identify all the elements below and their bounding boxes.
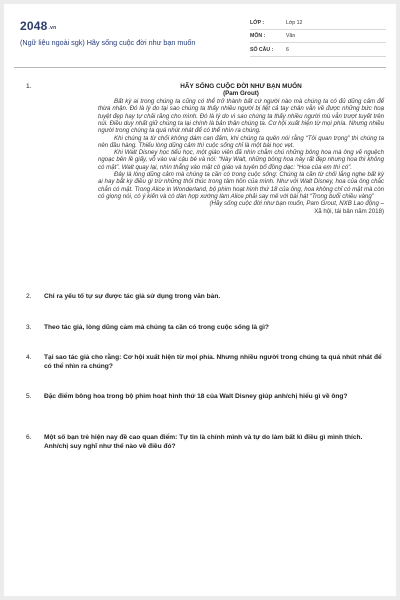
meta-value: Văn [286,33,296,39]
logo-text: 2048 [20,19,48,33]
logo-suffix: .vn [48,25,57,31]
meta-row-subject [250,30,386,44]
worksheet-page [4,4,396,596]
question-number: 2. [26,293,32,300]
meta-value: Lớp 12 [286,19,303,26]
question-number: 4. [26,354,32,361]
question-number: 5. [26,393,32,400]
meta-key: LỚP : [250,19,265,26]
passage-source-cont: Xã hội, tái bản năm 2018) [314,207,384,215]
meta-key: MÔN : [250,33,266,39]
passage-paragraph: Đây là lòng dũng cảm mà chúng ta cần có trong cuộc sống: Chúng ta cần từ chối lắng nghe bất kỳ ai hay bất kỳ điều gì trừ những thôi thúc trong tâm hồn của mình. Như với Walt Disney, hoa của ông chắc chắn có mặt. Trong Alice in Wonderland, bộ phim hoạt hình thứ 18 của ông, hoa không chỉ có mặt mà còn có giọng nói, có ý kiến và có dàn hợp xướng làm Alice phải say mê với bài hát “Trong buổi chiều vàng” [98,171,384,200]
question-text: Theo tác giả, lòng dũng cảm mà chúng ta cần có trong cuộc sống là gì? [44,324,269,331]
passage-author: (Pam Grout) [223,90,259,98]
question-text: Tại sao tác giả cho rằng: Cơ hội xuất hiện từ mọi phía. Nhưng nhiều người trong chúng ta quá nhút nhát để có thể nhìn ra chúng? [44,354,382,371]
passage-paragraph: Khi Walt Disney học tiểu học, một giáo viên đã nhìn chằm chú những bông hoa mà ông vẽ nguệch ngoạc bên lề giấy, vỗ vào vai cậu bé và nói: “Này Walt, những bông hoa này rất đẹp nhưng hoa thì không có mặt”. Walt quay lại, nhìn thẳng vào mặt cô giáo và tuyên bố đồng dạc: “Hoa của em thì có”. [98,149,384,171]
passage-source: (Hãy sống cuộc đời như bạn muốn, Pam Grout, NXB Lao động – [209,200,384,208]
passage-paragraph: Khi chúng ta từ chối không dám can đảm, khi chúng ta quên nói rằng “Tôi quan trọng” thì chúng ta nên đầu hàng. Thiếu lòng dũng cảm thì cuộc sống chỉ là một bài học vẹt. [98,134,384,149]
meta-value: 6 [286,46,289,53]
reading-passage [98,83,384,215]
question-text: Chỉ ra yếu tố tự sự được tác giả sử dụng trong văn bản. [44,293,221,300]
meta-table [250,16,386,57]
header-divider [14,67,386,68]
question-text: Một số bạn trẻ hiện nay đề cao quan điểm: Tự tin là chính mình và tự do làm bất kì điều gì mình thích. Anh/chị suy nghĩ như thế nào về điều đó? [44,434,363,451]
meta-row-class [250,16,386,30]
meta-key: SỐ CÂU : [250,46,274,53]
meta-row-count [250,43,386,57]
question-number: 3. [26,324,32,331]
question-text: Đặc điểm bông hoa trong bộ phim hoạt hình thứ 18 của Walt Disney giúp anh/chị hiểu gì về ông? [44,393,348,400]
question-number: 6. [26,434,32,441]
passage-paragraph: Bất kỳ ai trong chúng ta cũng có thể trở thành bất cứ người nào mà chúng ta có đủ dũng cảm để thừa nhận. Đó là lý do tại sao chúng ta thấy nhiều người bị liệt cả tay chân vẫn về được những bức hoạ tuyệt đẹp hay tự chải răng cho mình. Đó là lý do vì sao chúng ta thấy nhiều người mù vẫn trượt tuyết trên núi. Điều duy nhất giữ chúng ta lại chính là bản thân chúng ta. Cơ hội xuất hiện từ mọi phía. Nhưng nhiều người trong chúng ta quá nhút nhát để có thể nhìn ra chúng. [98,98,384,135]
page-subtitle: (Ngữ liệu ngoài sgk) Hãy sống cuộc đời như bạn muốn [20,38,196,47]
site-logo[interactable] [20,19,56,33]
passage-title: HÃY SỐNG CUỘC ĐỜI NHƯ BẠN MUỐN [180,83,302,90]
passage-number: 1. [26,83,32,90]
page-header [4,4,396,64]
